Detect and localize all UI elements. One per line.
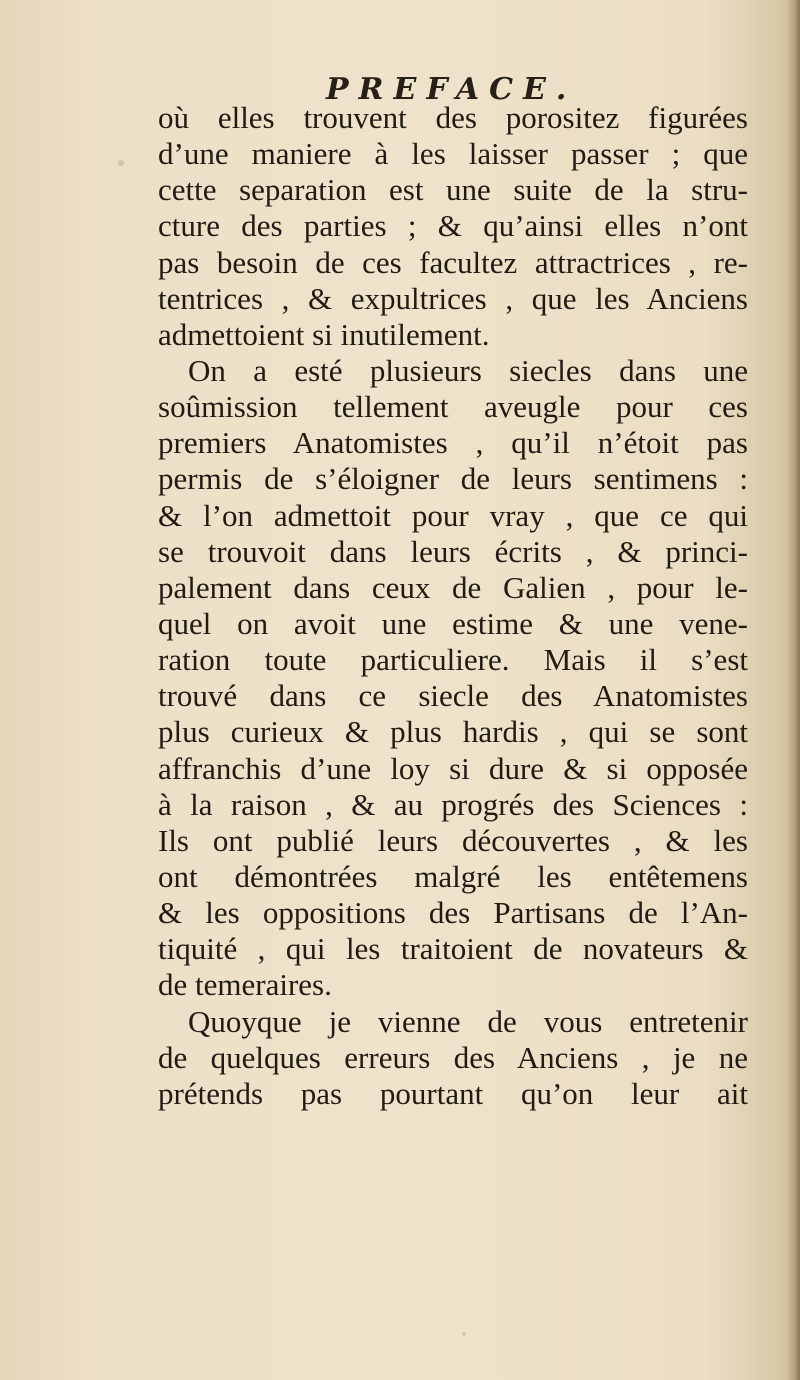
text-line: palement dans ceux de Galien , pour le- xyxy=(158,569,748,605)
text-line: permis de s’éloigner de leurs sentimens : xyxy=(158,461,748,497)
text-line: Ils ont publié leurs découvertes , & les xyxy=(158,822,748,858)
text-line: admettoient si inutilement. xyxy=(158,316,490,352)
text-line: où elles trouvent des porositez figurées xyxy=(158,100,748,135)
text-line: tiquité , qui les traitoient de novateurs & xyxy=(158,931,748,967)
text-line: soûmission tellement aveugle pour ces xyxy=(158,389,748,425)
text-line: à la raison , & au progrés des Sciences : xyxy=(158,786,748,822)
text-line: plus curieux & plus hardis , qui se sont xyxy=(158,714,748,750)
text-line: se trouvoit dans leurs écrits , & princi- xyxy=(158,533,748,569)
text-line: d’une maniere à les laisser passer ; que xyxy=(158,136,748,172)
text-line: de temeraires. xyxy=(158,967,332,1003)
text-line: trouvé dans ce siecle des Anatomistes xyxy=(158,678,748,714)
text-line: ration toute particuliere. Mais il s’est xyxy=(158,642,748,678)
text-line: prétends pas pourtant qu’on leur ait xyxy=(158,1075,748,1111)
text-line: & les oppositions des Partisans de l’An- xyxy=(158,895,748,931)
text-line: premiers Anatomistes , qu’il n’étoit pas xyxy=(158,425,748,461)
text-line: pas besoin de ces facultez attractrices , re- xyxy=(158,244,748,280)
text-line: quel on avoit une estime & une vene- xyxy=(158,605,748,641)
paragraph-start-line: Quoyque je vienne de vous entretenir xyxy=(188,1003,748,1039)
running-head: PREFACE. xyxy=(326,72,577,107)
ink-spot xyxy=(118,160,124,166)
text-line: ont démontrées malgré les entêtemens xyxy=(158,858,748,894)
text-line: cture des parties ; & qu’ainsi elles n’ont xyxy=(158,208,748,244)
text-line: affranchis d’une loy si dure & si opposée xyxy=(158,750,748,786)
paragraph-start-line: On a esté plusieurs siecles dans une xyxy=(188,352,748,388)
page-edge-shadow xyxy=(786,0,800,1380)
text-line: & l’on admettoit pour vray , que ce qui xyxy=(158,497,748,533)
text-line: de quelques erreurs des Anciens , je ne xyxy=(158,1039,748,1075)
text-line: tentrices , & expultrices , que les Anciens xyxy=(158,280,748,316)
text-line: cette separation est une suite de la stru- xyxy=(158,172,748,208)
ink-spot xyxy=(462,1332,466,1336)
body-text xyxy=(158,100,748,1112)
